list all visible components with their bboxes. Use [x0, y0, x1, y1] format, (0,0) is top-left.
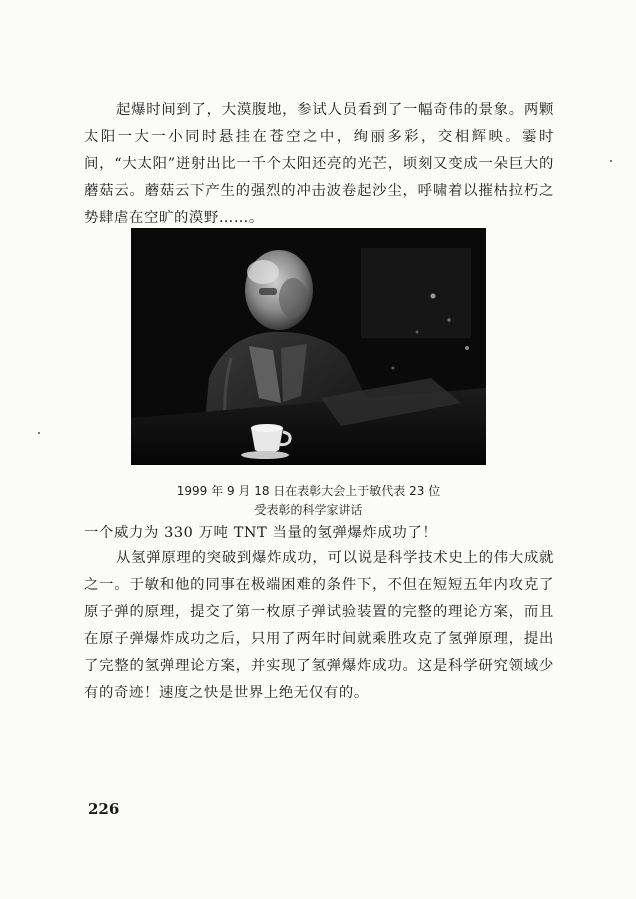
speech-photo [131, 228, 486, 465]
scan-speck [38, 432, 40, 434]
paragraph-achievement: 从氢弹原理的突破到爆炸成功，可以说是科学技术史上的伟大成就之一。于敏和他的同事在极端困难的条件下，不但在短短五年内攻克了原子弹的原理，提交了第一枚原子弹试验装置的完整的理论方案，而且在原子弹爆炸成功之后，只用了两年时间就乘胜攻克了氢弹原理，提出了完整的氢弹理论方案，并实现了氢弹爆炸成功。这是科学研究领域少有的奇迹！速度之快是世界上绝无仅有的。 [84, 550, 554, 701]
paragraph-hydrogen-bomb-success: 一个威力为 330 万吨 TNT 当量的氢弹爆炸成功了！ [84, 525, 438, 541]
photo-caption-line-2: 受表彰的科学家讲话 [254, 503, 363, 517]
photo-caption-line-1: 1999 年 9 月 18 日在表彰大会上于敏代表 23 位 [176, 484, 441, 498]
paragraph-explosion-scene: 起爆时间到了，大漠腹地，参试人员看到了一幅奇伟的景象。两颗太阳一大一小同时悬挂在苍空之中，绚丽多彩，交相辉映。霎时间，“大太阳”迸射出比一千个太阳还亮的光芒，顷刻又变成一朵巨大的蘑菇云。蘑菇云下产生的强烈的冲击波卷起沙尘，呼啸着以摧枯拉朽之势肆虐在空旷的漠野……。 [84, 102, 554, 226]
page-number: 226 [88, 800, 120, 818]
scan-speck [610, 160, 612, 162]
